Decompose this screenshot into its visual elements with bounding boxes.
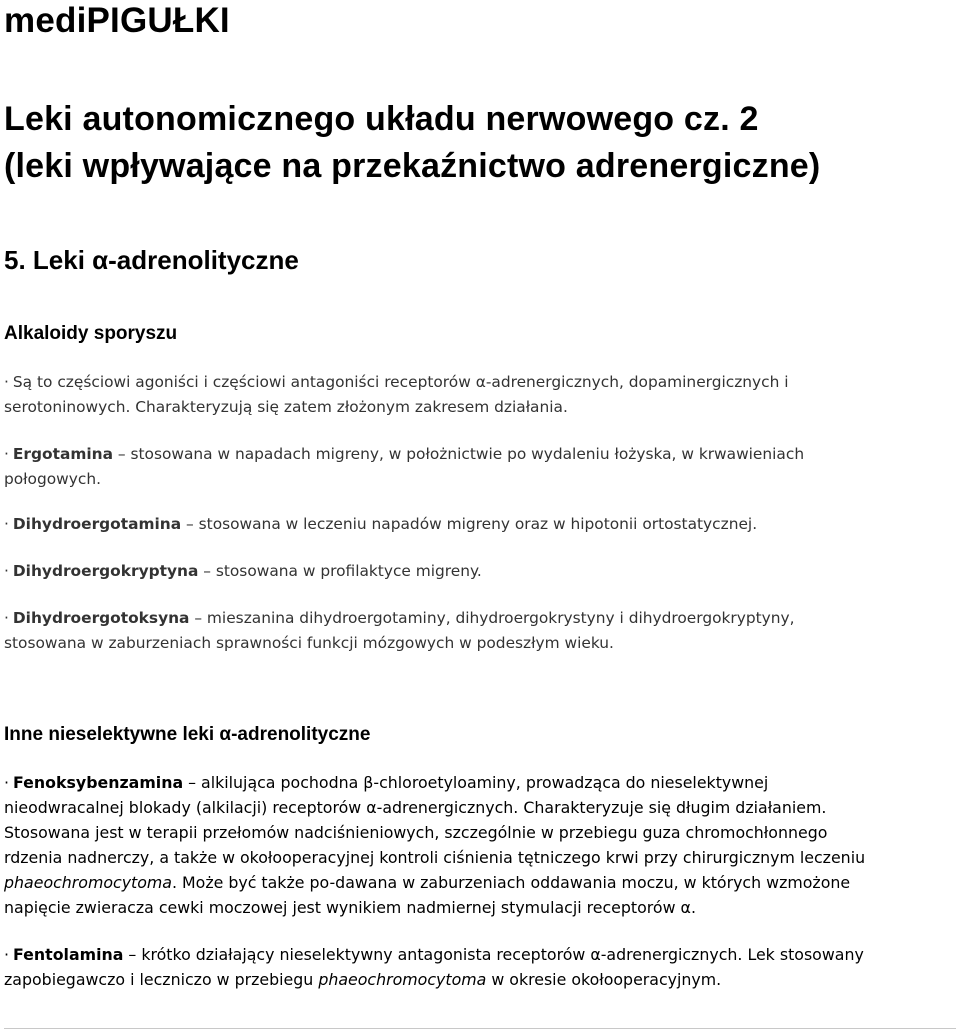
article-title-line-2: (leki wpływające na przekaźnictwo adrenergiczne) [4,147,821,185]
emphasized-term: phaeochromocytoma [4,873,172,892]
list-item-ergotamina: · Ergotamina – stosowana w napadach migreny, w położnictwie po wydaleniu łożyska, w krwawieniach połogowych. [4,445,805,488]
list-item-fenoksybenzamina: · Fenoksybenzamina – alkilująca pochodna β-chloroetyloaminy, prowadząca do nieselektywnej nieodwracalnej blokady (alkilacji) receptorów α-adrenergicznych. Charakteryzuje się długim działaniem. Stosowana jest w terapii przełomów nadciśnieniowych, szczególnie w przebiegu guza chromochłonnego rdzenia nadnerczy, a także w okołooperacyjnej kontroli ciśnienia tętniczego krwi przy chirurgicznym leczeniu phaeochromocytoma. Może być także po-dawana w zaburzeniach oddawania moczu, w których wzmożone napięcie zwieracza cewki moczowej jest wynikiem nadmiernej stymulacji receptorów α. [4,773,866,917]
bullet: · [4,373,9,391]
section-heading: 5. Leki α-adrenolityczne [4,245,299,275]
bullet: · [4,515,9,533]
bullet: · [4,445,9,463]
alkaloidy-intro-paragraph: · Są to częściowi agoniści i częściowi antagoniści receptorów α-adrenergicznych, dopaminergicznych i serotoninowych. Charakteryzują się zatem złożonym zakresem działania. [4,373,789,416]
bullet: · [4,609,9,627]
list-item-dihydroergokryptyna: · Dihydroergokryptyna – stosowana w profilaktyce migreny. [4,562,482,580]
article-title-line-1: Leki autonomicznego układu nerwowego cz. 2 [4,100,759,138]
list-item-dihydroergotamina: · Dihydroergotamina – stosowana w leczeniu napadów migreny oraz w hipotonii ortostatycznej. [4,515,758,533]
site-title: mediPIGUŁKI [4,1,230,40]
drug-name: Dihydroergokryptyna [12,562,199,580]
drug-name: Fentolamina [13,945,124,964]
bullet: · [4,945,10,964]
bullet: · [4,562,9,580]
article-title [4,96,820,190]
bullet: · [4,773,10,792]
drug-name: Fenoksybenzamina [13,773,184,792]
drug-name: Dihydroergotoksyna [12,609,190,627]
drug-name: Dihydroergotamina [12,515,182,533]
emphasized-term: phaeochromocytoma [318,970,487,989]
subsection-heading-inne: Inne nieselektywne leki α-adrenolityczne [4,724,371,745]
drug-name: Ergotamina [12,445,113,463]
list-item-fentolamina: · Fentolamina – krótko działający nieselektywny antagonista receptorów α-adrenergicznych. Lek stosowany zapobiegawczo i leczniczo w przebiegu phaeochromocytoma w okresie okołooperacyjnym. [4,945,864,989]
subsection-heading-alkaloidy: Alkaloidy sporyszu [4,323,178,344]
footer-divider [4,1028,956,1029]
list-item-dihydroergotoksyna: · Dihydroergotoksyna – mieszanina dihydroergotaminy, dihydroergokrystyny i dihydroergokryptyny, stosowana w zaburzeniach sprawności funkcji mózgowych w podeszłym wieku. [4,609,795,652]
